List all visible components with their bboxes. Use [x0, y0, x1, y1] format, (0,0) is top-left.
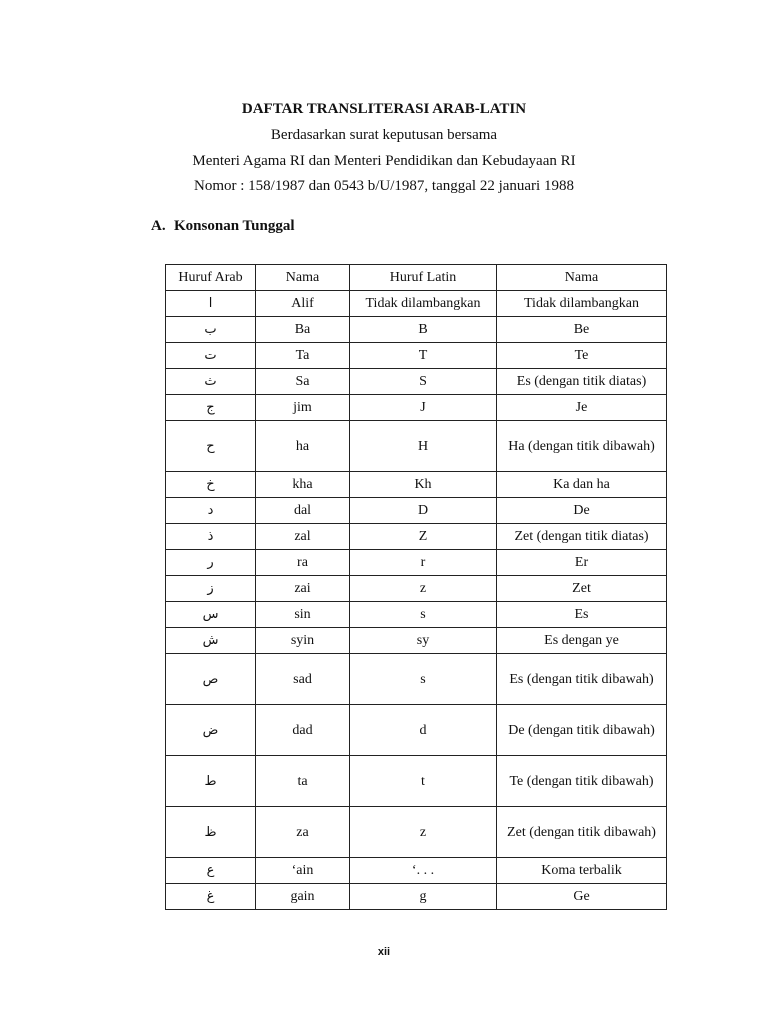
- table-row: [166, 498, 667, 524]
- cell-huruf-latin: Tidak dilambangkan: [350, 291, 497, 317]
- subtitle-line-2: Menteri Agama RI dan Menteri Pendidikan dan Kebudayaan RI: [192, 153, 576, 169]
- table-row: [166, 576, 667, 602]
- section-title: Konsonan Tunggal: [174, 218, 295, 234]
- cell-keterangan: Es dengan ye: [497, 628, 667, 654]
- cell-huruf-arab: ش: [166, 628, 256, 654]
- cell-nama: dad: [256, 705, 350, 756]
- cell-nama: ra: [256, 550, 350, 576]
- table-row: [166, 343, 667, 369]
- cell-nama: dal: [256, 498, 350, 524]
- section-heading: [151, 218, 295, 235]
- header-huruf-latin: Huruf Latin: [350, 265, 497, 291]
- table-row: [166, 291, 667, 317]
- cell-nama: ha: [256, 421, 350, 472]
- cell-nama: sin: [256, 602, 350, 628]
- cell-huruf-latin: Kh: [350, 472, 497, 498]
- cell-huruf-latin: D: [350, 498, 497, 524]
- table-row: [166, 317, 667, 343]
- cell-nama: zai: [256, 576, 350, 602]
- cell-nama: ‘ain: [256, 858, 350, 884]
- cell-huruf-arab: ا: [166, 291, 256, 317]
- table-row: [166, 756, 667, 807]
- table-row: [166, 602, 667, 628]
- cell-keterangan: Es (dengan titik dibawah): [497, 654, 667, 705]
- cell-keterangan: De (dengan titik dibawah): [497, 705, 667, 756]
- cell-huruf-arab: ج: [166, 395, 256, 421]
- cell-huruf-latin: sy: [350, 628, 497, 654]
- cell-huruf-latin: S: [350, 369, 497, 395]
- cell-keterangan: Je: [497, 395, 667, 421]
- section-number: A.: [151, 218, 166, 234]
- cell-keterangan: Zet: [497, 576, 667, 602]
- cell-keterangan: Ka dan ha: [497, 472, 667, 498]
- subtitle-line-3: Nomor : 158/1987 dan 0543 b/U/1987, tanggal 22 januari 1988: [194, 178, 574, 194]
- cell-nama: sad: [256, 654, 350, 705]
- table-row: [166, 654, 667, 705]
- cell-nama: gain: [256, 884, 350, 910]
- table-row: [166, 884, 667, 910]
- header-keterangan: Nama: [497, 265, 667, 291]
- cell-nama: Alif: [256, 291, 350, 317]
- cell-huruf-latin: J: [350, 395, 497, 421]
- cell-huruf-latin: T: [350, 343, 497, 369]
- cell-huruf-arab: ص: [166, 654, 256, 705]
- cell-huruf-arab: د: [166, 498, 256, 524]
- cell-nama: zal: [256, 524, 350, 550]
- cell-keterangan: Koma terbalik: [497, 858, 667, 884]
- cell-nama: kha: [256, 472, 350, 498]
- cell-nama: Ta: [256, 343, 350, 369]
- cell-keterangan: Es (dengan titik diatas): [497, 369, 667, 395]
- page-number: xii: [377, 946, 391, 958]
- cell-huruf-arab: ث: [166, 369, 256, 395]
- cell-huruf-latin: B: [350, 317, 497, 343]
- cell-huruf-arab: ز: [166, 576, 256, 602]
- table-row: [166, 628, 667, 654]
- cell-huruf-arab: ض: [166, 705, 256, 756]
- table-header-row: [166, 265, 667, 291]
- cell-keterangan: Zet (dengan titik dibawah): [497, 807, 667, 858]
- cell-huruf-arab: غ: [166, 884, 256, 910]
- table-row: [166, 550, 667, 576]
- cell-huruf-arab: خ: [166, 472, 256, 498]
- cell-huruf-latin: z: [350, 807, 497, 858]
- cell-huruf-latin: t: [350, 756, 497, 807]
- cell-keterangan: De: [497, 498, 667, 524]
- cell-huruf-latin: ‘. . .: [350, 858, 497, 884]
- table-row: [166, 807, 667, 858]
- table-row: [166, 705, 667, 756]
- cell-nama: Sa: [256, 369, 350, 395]
- cell-huruf-latin: Z: [350, 524, 497, 550]
- page-title: DAFTAR TRANSLITERASI ARAB-LATIN: [241, 101, 527, 117]
- cell-keterangan: Es: [497, 602, 667, 628]
- cell-huruf-arab: ح: [166, 421, 256, 472]
- cell-huruf-arab: ر: [166, 550, 256, 576]
- header-nama: Nama: [256, 265, 350, 291]
- subtitle-line-1: Berdasarkan surat keputusan bersama: [270, 127, 498, 143]
- cell-nama: syin: [256, 628, 350, 654]
- cell-huruf-latin: s: [350, 602, 497, 628]
- cell-huruf-latin: H: [350, 421, 497, 472]
- table-row: [166, 369, 667, 395]
- cell-huruf-latin: r: [350, 550, 497, 576]
- cell-huruf-arab: ذ: [166, 524, 256, 550]
- table-row: [166, 858, 667, 884]
- cell-keterangan: Tidak dilambangkan: [497, 291, 667, 317]
- cell-nama: ta: [256, 756, 350, 807]
- cell-keterangan: Te (dengan titik dibawah): [497, 756, 667, 807]
- cell-huruf-latin: d: [350, 705, 497, 756]
- cell-huruf-arab: ب: [166, 317, 256, 343]
- cell-huruf-latin: z: [350, 576, 497, 602]
- cell-keterangan: Be: [497, 317, 667, 343]
- cell-huruf-arab: ط: [166, 756, 256, 807]
- cell-keterangan: Ge: [497, 884, 667, 910]
- cell-huruf-arab: ع: [166, 858, 256, 884]
- table-body: [166, 291, 667, 910]
- cell-keterangan: Zet (dengan titik diatas): [497, 524, 667, 550]
- transliteration-table: [165, 264, 667, 910]
- cell-keterangan: Er: [497, 550, 667, 576]
- cell-huruf-arab: ظ: [166, 807, 256, 858]
- cell-huruf-arab: س: [166, 602, 256, 628]
- cell-keterangan: Te: [497, 343, 667, 369]
- cell-nama: Ba: [256, 317, 350, 343]
- table-row: [166, 421, 667, 472]
- table-row: [166, 472, 667, 498]
- table-row: [166, 395, 667, 421]
- cell-keterangan: Ha (dengan titik dibawah): [497, 421, 667, 472]
- cell-nama: jim: [256, 395, 350, 421]
- cell-nama: za: [256, 807, 350, 858]
- cell-huruf-latin: s: [350, 654, 497, 705]
- table-row: [166, 524, 667, 550]
- header-huruf-arab: Huruf Arab: [166, 265, 256, 291]
- cell-huruf-latin: g: [350, 884, 497, 910]
- cell-huruf-arab: ت: [166, 343, 256, 369]
